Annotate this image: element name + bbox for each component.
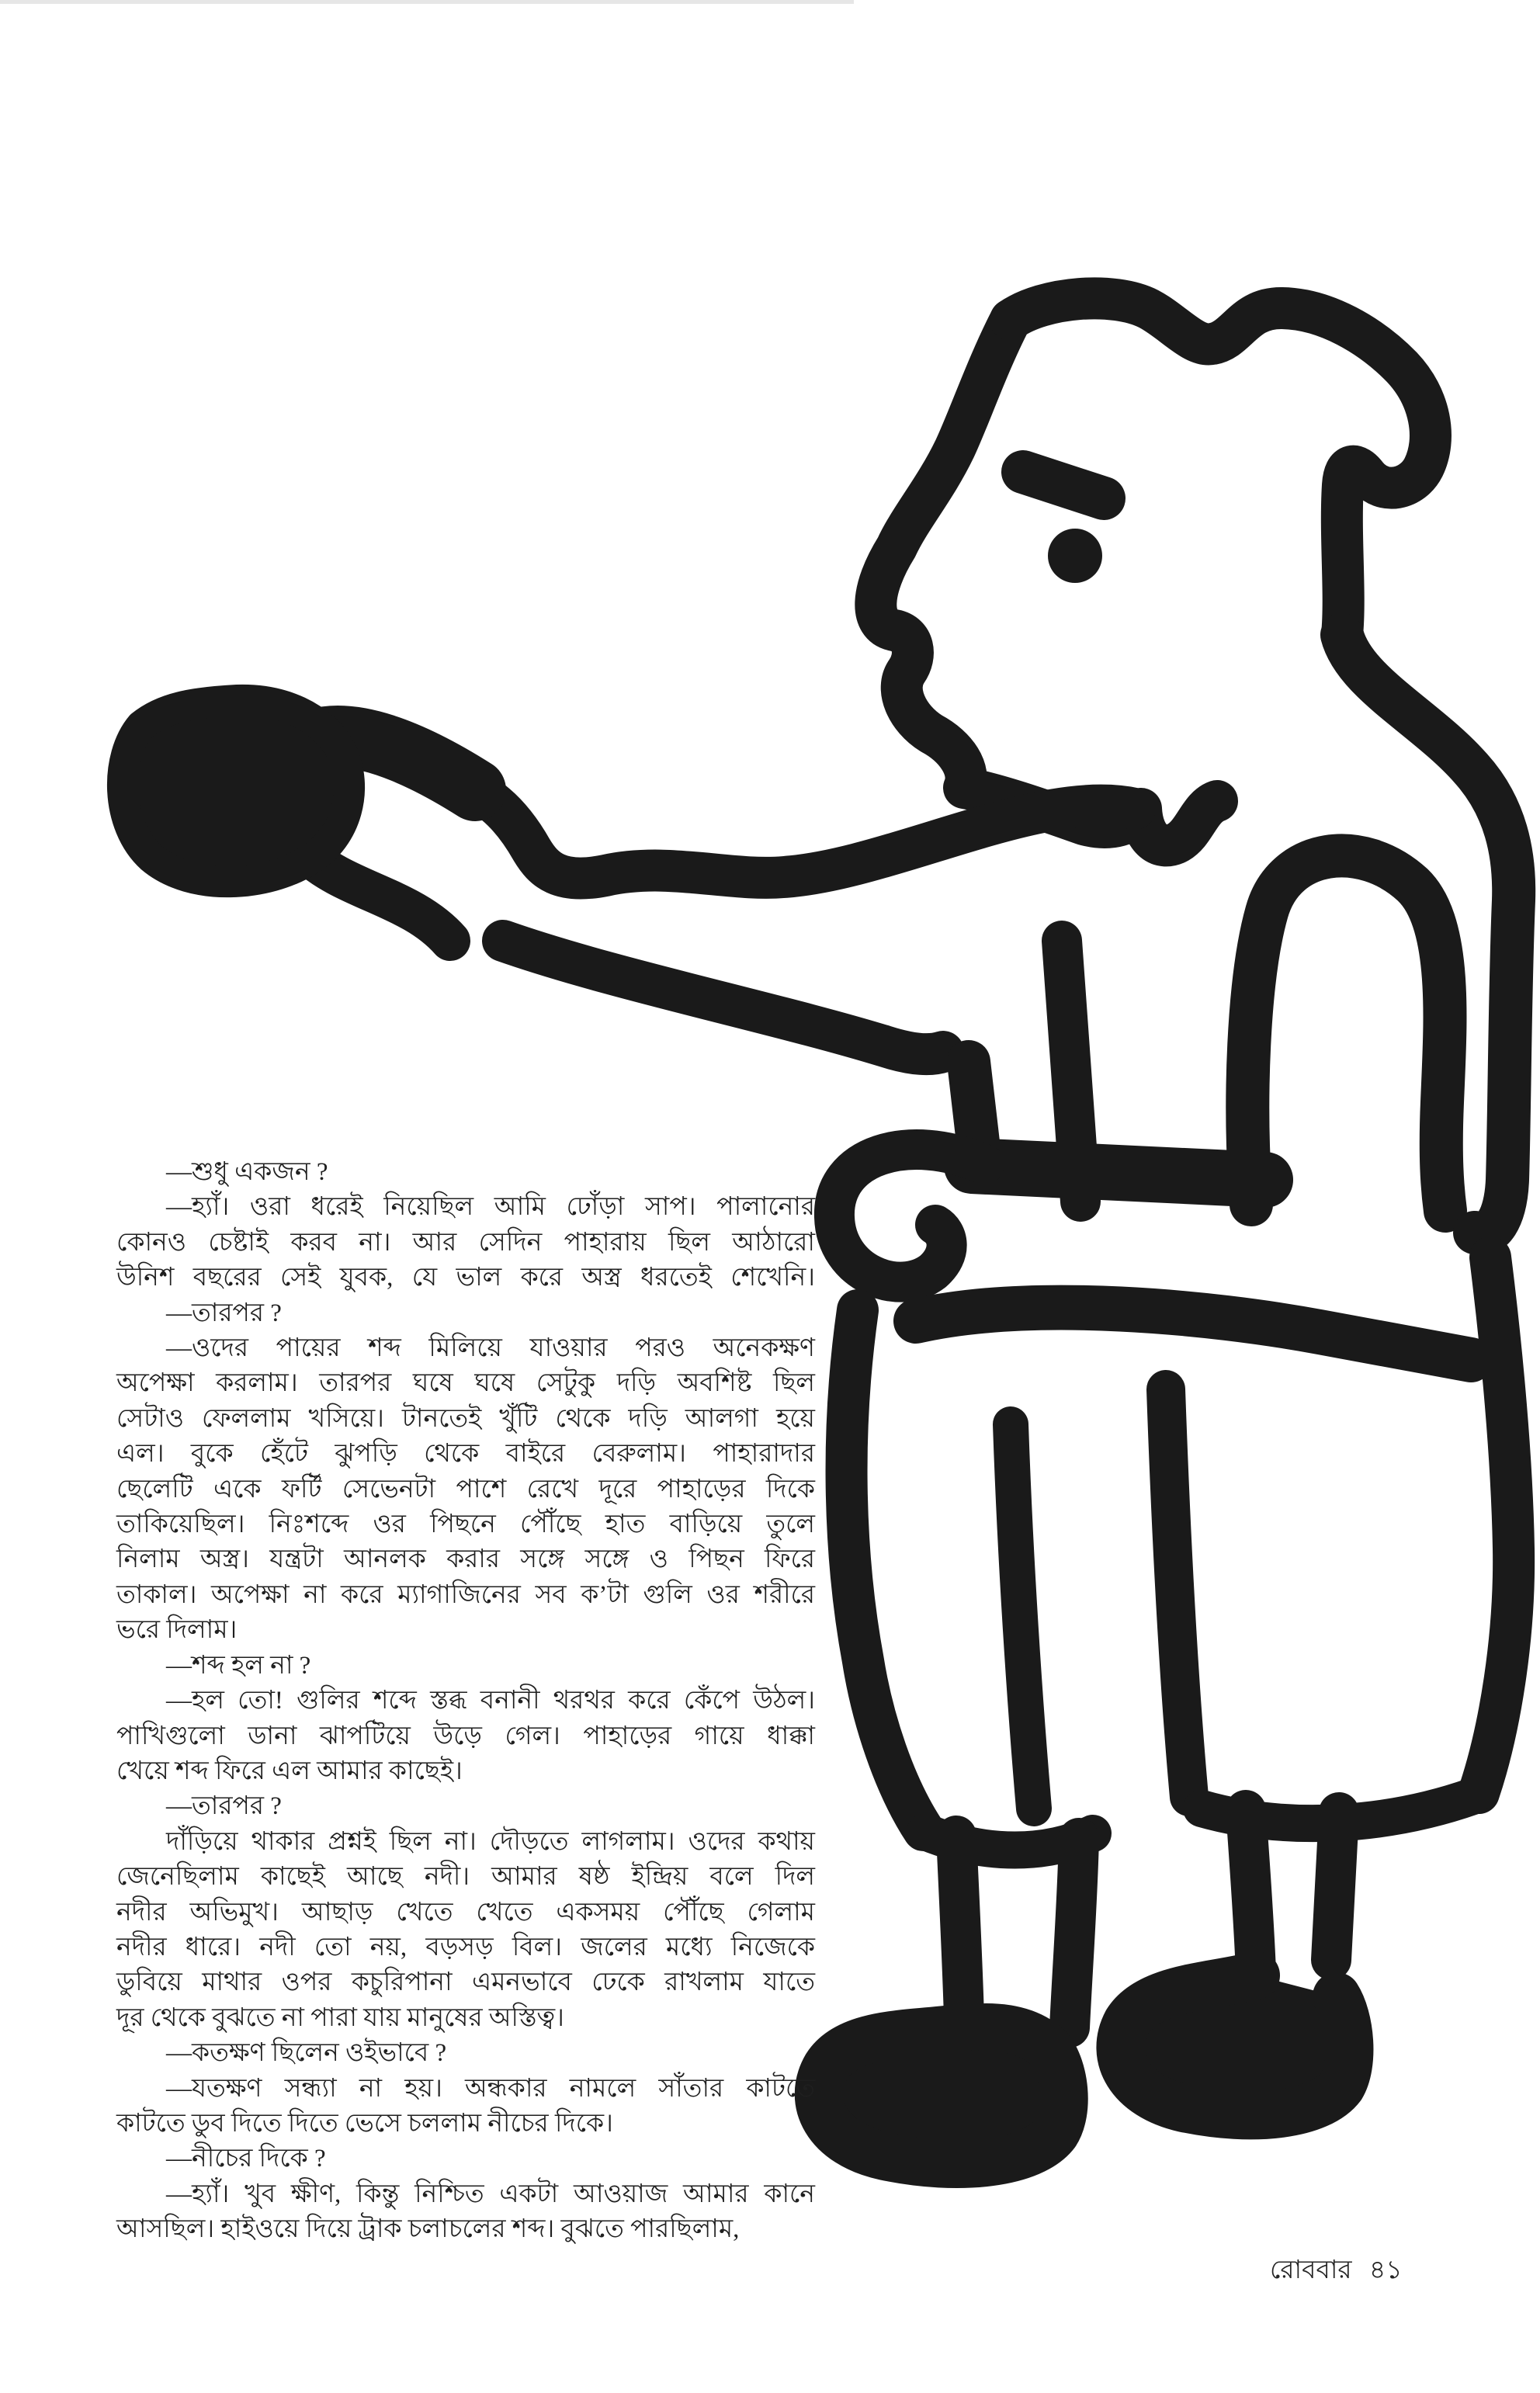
story-line: অপেক্ষা করলাম। তারপর ঘষে ঘষে সেটুকু দড়ি অবশিষ্ট ছিল bbox=[116, 1369, 815, 1398]
story-line: সেটাও ফেললাম খসিয়ে। টানতেই খুঁটি থেকে দড়ি আলগা হয়ে bbox=[116, 1404, 815, 1433]
story-line: —নীচের দিকে ? bbox=[166, 2145, 326, 2173]
finger-squiggle bbox=[307, 854, 450, 941]
right-leg-outer-line bbox=[1246, 1810, 1256, 1972]
story-line: —যতক্ষণ সন্ধ্যা না হয়। অন্ধকার নামলে সাঁতার কাটতে bbox=[166, 2074, 815, 2103]
story-line: —শব্দ হল না ? bbox=[166, 1651, 311, 1680]
story-line: তাকাল। অপেক্ষা না করে ম্যাগাজিনের সব ক’টা গুলি ওর শরীরে bbox=[116, 1580, 815, 1609]
story-line: পাখিগুলো ডানা ঝাপটিয়ে উড়ে গেল। পাহাড়ের গায়ে ধাক্কা bbox=[116, 1722, 815, 1750]
page-footer: রোববার ৪১ bbox=[1270, 2256, 1403, 2284]
story-line: নদীর ধারে। নদী তো নয়, বড়সড় বিল। জলের মধ্যে নিজেকে bbox=[116, 1933, 815, 1961]
story-line: কোনও চেষ্টাই করব না। আর সেদিন পাহারায় ছিল আঠারো bbox=[116, 1228, 815, 1257]
face-profile-line bbox=[876, 320, 1141, 827]
story-line: উনিশ বছরের সেই যুবক, যে ভাল করে অস্ত্র ধরতেই শেখেনি। bbox=[116, 1264, 815, 1292]
story-line: নদীর অভিমুখ। আছাড় খেতে খেতে একসময় পৌঁছে গেলাম bbox=[116, 1898, 815, 1927]
story-line: —তারপর ? bbox=[166, 1792, 282, 1821]
story-line: তাকিয়েছিল। নিঃশব্দে ওর পিছনে পৌঁছে হাত বাড়িয়ে তুলে bbox=[116, 1510, 815, 1539]
skirt-top-fold bbox=[916, 1308, 1471, 1360]
eyebrow-line bbox=[1023, 472, 1104, 498]
story-line: ডুবিয়ে মাথার ওপর কচুরিপানা এমনভাবে ঢেকে রাখলাম যাতে bbox=[116, 1968, 815, 1997]
story-line: —তারপর ? bbox=[166, 1299, 282, 1327]
arm-top-line bbox=[480, 793, 1135, 879]
story-line: —হ্যাঁ। খুব ক্ষীণ, কিন্তু নিশ্চিত একটা আওয়াজ আমার কানে bbox=[166, 2180, 815, 2208]
story-line: খেয়ে শব্দ ফিরে এল আমার কাছেই। bbox=[116, 1757, 463, 1785]
fist-blob bbox=[123, 700, 349, 882]
story-line: দাঁড়িয়ে থাকার প্রশ্নই ছিল না। দৌড়তে লাগলাম। ওদের কথায় bbox=[166, 1827, 815, 1856]
story-line: —হ্যাঁ। ওরা ধরেই নিয়েছিল আমি ঢোঁড়া সাপ। পালানোর bbox=[166, 1193, 815, 1222]
skirt-right-edge bbox=[1479, 1257, 1514, 1793]
story-line: দূর থেকে বুঝতে না পারা যায় মানুষের অস্তিত্ব। bbox=[116, 2003, 564, 2032]
story-line: ভরে দিলাম। bbox=[116, 1616, 238, 1645]
hip-curl bbox=[834, 1150, 984, 1282]
wrist-connector bbox=[969, 1062, 978, 1143]
left-leg-inner-line bbox=[1070, 1838, 1079, 2027]
left-leg-outer-line bbox=[956, 1836, 964, 2018]
story-line: ছেলেটি একে ফর্টি সেভেনটা পাশে রেখে দূরে পাহাড়ের দিকে bbox=[116, 1475, 815, 1503]
right-leg-inner-line bbox=[1331, 1812, 1339, 1960]
story-line: জেনেছিলাম কাছেই আছে নদী। আমার ষষ্ঠ ইন্দ্রিয় বলে দিল bbox=[116, 1863, 815, 1892]
story-line: আসছিল। হাইওয়ে দিয়ে ট্রাক চলাচলের শব্দ। বুঝতে পারছিলাম, bbox=[116, 2215, 740, 2244]
story-text-column bbox=[116, 1155, 815, 2248]
arm-bottom-line bbox=[503, 941, 943, 1054]
waistband bbox=[972, 1166, 1265, 1180]
story-line: —হল তো! গুলির শব্দে স্তব্ধ বনানী থরথর করে কেঁপে উঠল। bbox=[166, 1687, 815, 1715]
right-boot bbox=[1120, 1975, 1349, 2115]
skirt-inner-fold bbox=[1011, 1424, 1034, 1809]
story-line: —ওদের পায়ের শব্দ মিলিয়ে যাওয়ার পরও অনেকক্ষণ bbox=[166, 1334, 815, 1363]
story-line: নিলাম অস্ত্র। যন্ত্রটা আনলক করার সঙ্গে সঙ্গে ও পিছন ফিরে bbox=[116, 1545, 815, 1574]
eye-dot bbox=[1048, 529, 1102, 583]
skirt-left-edge bbox=[847, 1310, 924, 1830]
story-line: কাটতে ডুব দিতে দিতে ভেসে চললাম নীচের দিকে। bbox=[116, 2109, 613, 2138]
left-boot bbox=[819, 2027, 1064, 2164]
story-line: —শুধু একজন ? bbox=[166, 1158, 328, 1186]
skirt-middle-fold bbox=[1166, 1389, 1189, 1797]
story-line: এল। বুকে হেঁটে ঝুপড়ি থেকে বাইরে বেরুলাম। পাহারাদার bbox=[116, 1440, 815, 1469]
story-line: —কতক্ষণ ছিলেন ওইভাবে ? bbox=[166, 2039, 447, 2068]
